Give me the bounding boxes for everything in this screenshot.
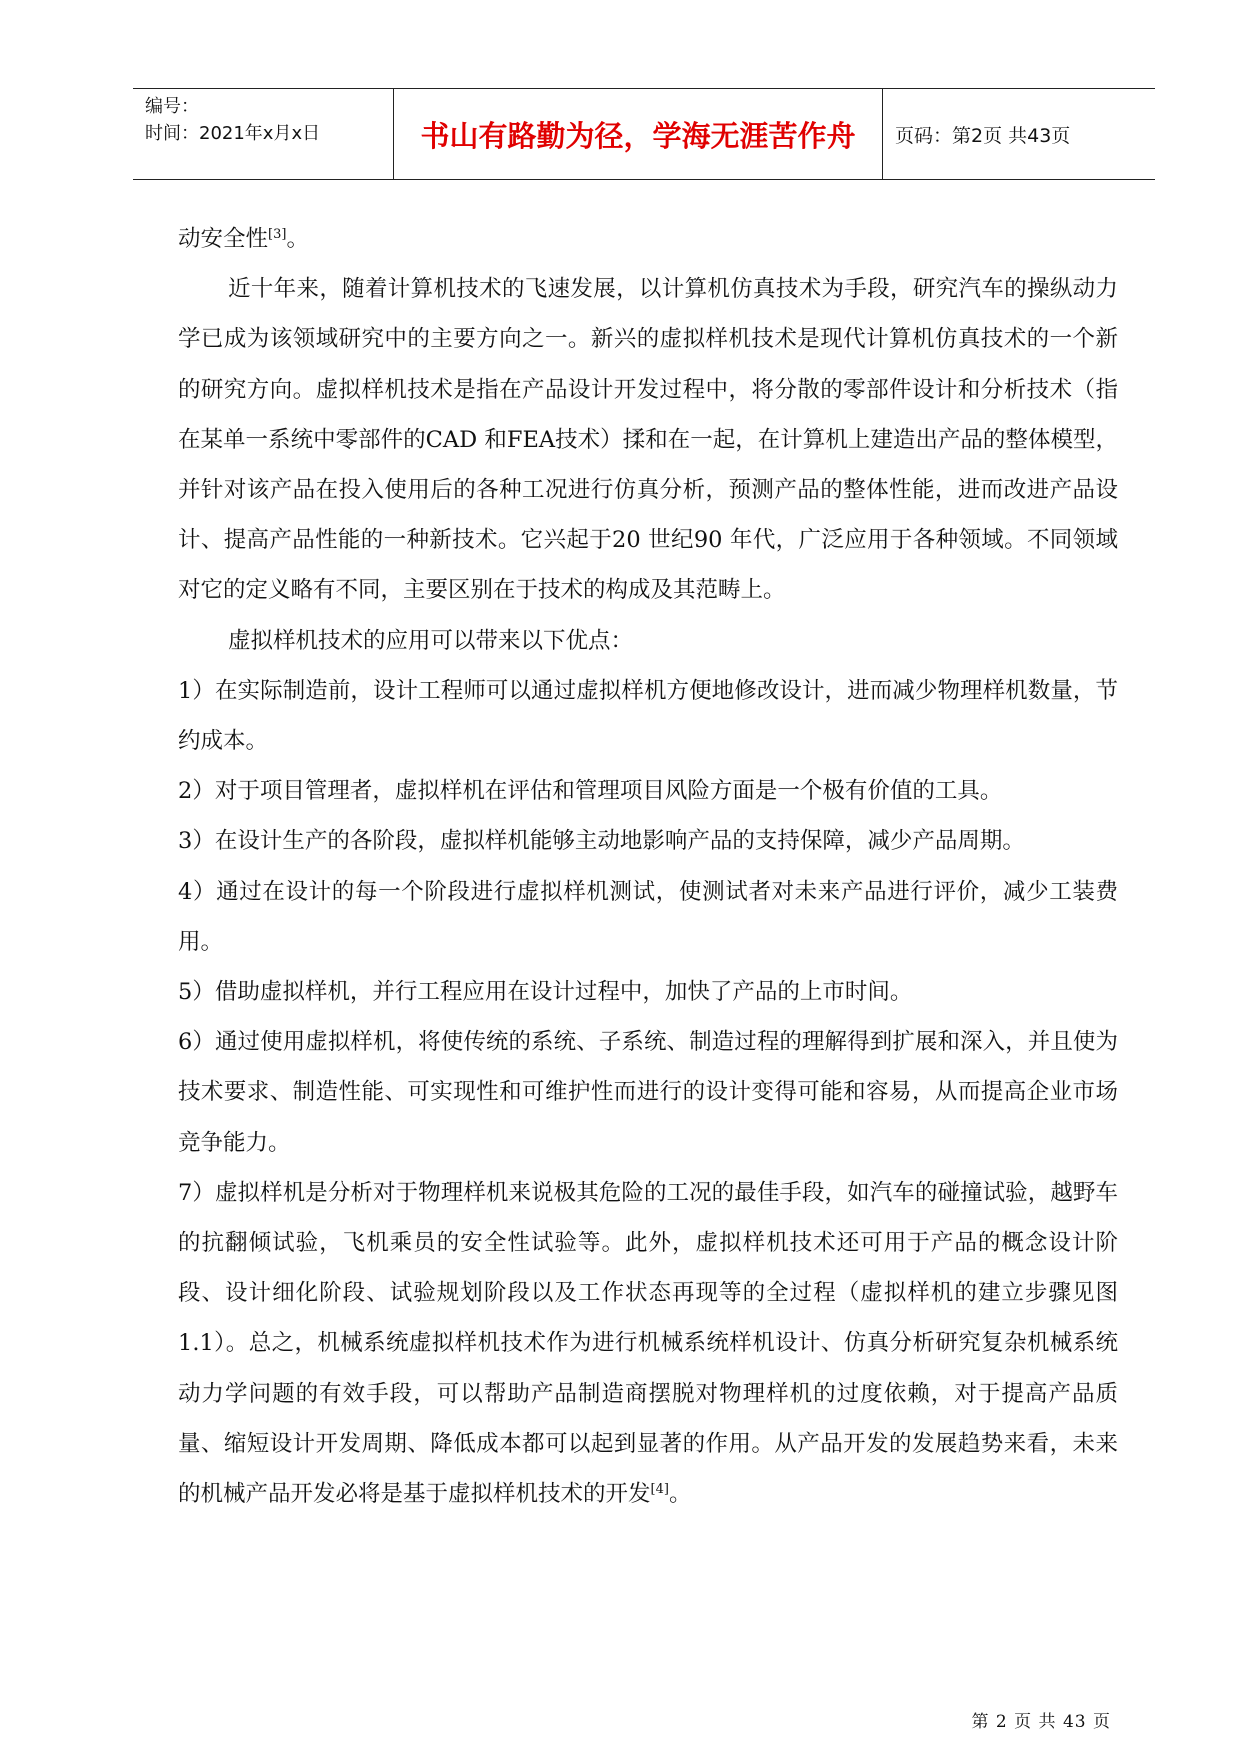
list-item-5: 5）借助虚拟样机，并行工程应用在设计过程中，加快了产品的上市时间。: [178, 979, 913, 1006]
list-item-1: 1）在实际制造前，设计工程师可以通过虚拟样机方便地修改设计，进而减少物理样机数量，节约成本。: [178, 677, 1118, 755]
paragraph-continuation: 动安全性[3]。: [178, 226, 309, 252]
list-item-4: 4）通过在设计的每一个阶段进行虚拟样机测试，使测试者对未来产品进行评价，减少工装费用。: [178, 878, 1118, 955]
list-item-7: 7）虚拟样机是分析对于物理样机来说极其危险的工况的最佳手段，如汽车的碰撞试验，越野车的抗翻倾试验，飞机乘员的安全性试验等。此外，虚拟样机技术还可用于产品的概念设计阶段、设计细化阶段、试验规划阶段以及工作状态再现等的全过程（虚拟样机的建立步骤见图1.1）。总之，机械系统虚拟样机技术作为进行机械系统样机设计、仿真分析研究复杂机械系统动力学问题的有效手段，可以帮助产品制造商摆脱对物理样机的过度依赖，对于提高产品质量、缩短设计开发周期、降低成本都可以起到显著的作用。从产品开发的发展趋势来看，未来的机械产品开发必将是基于虚拟样机技术的开发[4]。: [178, 1179, 1118, 1508]
paragraph-advantages-intro: 虚拟样机技术的应用可以带来以下优点：: [228, 627, 634, 654]
header-page-code: 页码：第2页 共43页: [895, 124, 1071, 147]
header-meta: [133, 89, 393, 179]
list-item-3: 3）在设计生产的各阶段，虚拟样机能够主动地影响产品的支持保障，减少产品周期。: [178, 828, 1025, 855]
document-body: [178, 214, 1118, 1519]
paragraph-virtual-prototyping: 近十年来，随着计算机技术的飞速发展，以计算机仿真技术为手段，研究汽车的操纵动力学已成为该领域研究中的主要方向之一。新兴的虚拟样机技术是现代计算机仿真技术的一个新的研究方向。虚拟样机技术是指在产品设计开发过程中，将分散的零部件设计和分析技术（指在某单一系统中零部件的CAD 和FEA技术）揉和在一起，在计算机上建造出产品的整体模型，并针对该产品在投入使用后的各种工况进行仿真分析，预测产品的整体性能，进而改进产品设计、提高产品性能的一种新技术。它兴起于20 世纪90 年代，广泛应用于各种领域。不同领域对它的定义略有不同，主要区别在于技术的构成及其范畴上。: [178, 276, 1118, 604]
citation-ref: [4]: [650, 1482, 669, 1498]
document-number-label: 编号：: [145, 96, 199, 117]
citation-ref: [3]: [268, 227, 287, 242]
list-item-2: 2）对于项目管理者，虚拟样机在评估和管理项目风险方面是一个极有价值的工具。: [178, 778, 1003, 805]
page-header: [133, 88, 1155, 180]
list-item-6: 6）通过使用虚拟样机，将使传统的系统、子系统、制造过程的理解得到扩展和深入，并且使为技术要求、制造性能、可实现性和可维护性而进行的设计变得可能和容易，从而提高企业市场竞争能力。: [178, 1029, 1118, 1156]
document-time-label: 时间：2021年x月x日: [145, 123, 321, 144]
page-footer: 第 2 页 共 43 页: [971, 1712, 1111, 1732]
header-motto: 书山有路勤为径，学海无涯苦作舟: [393, 89, 883, 179]
